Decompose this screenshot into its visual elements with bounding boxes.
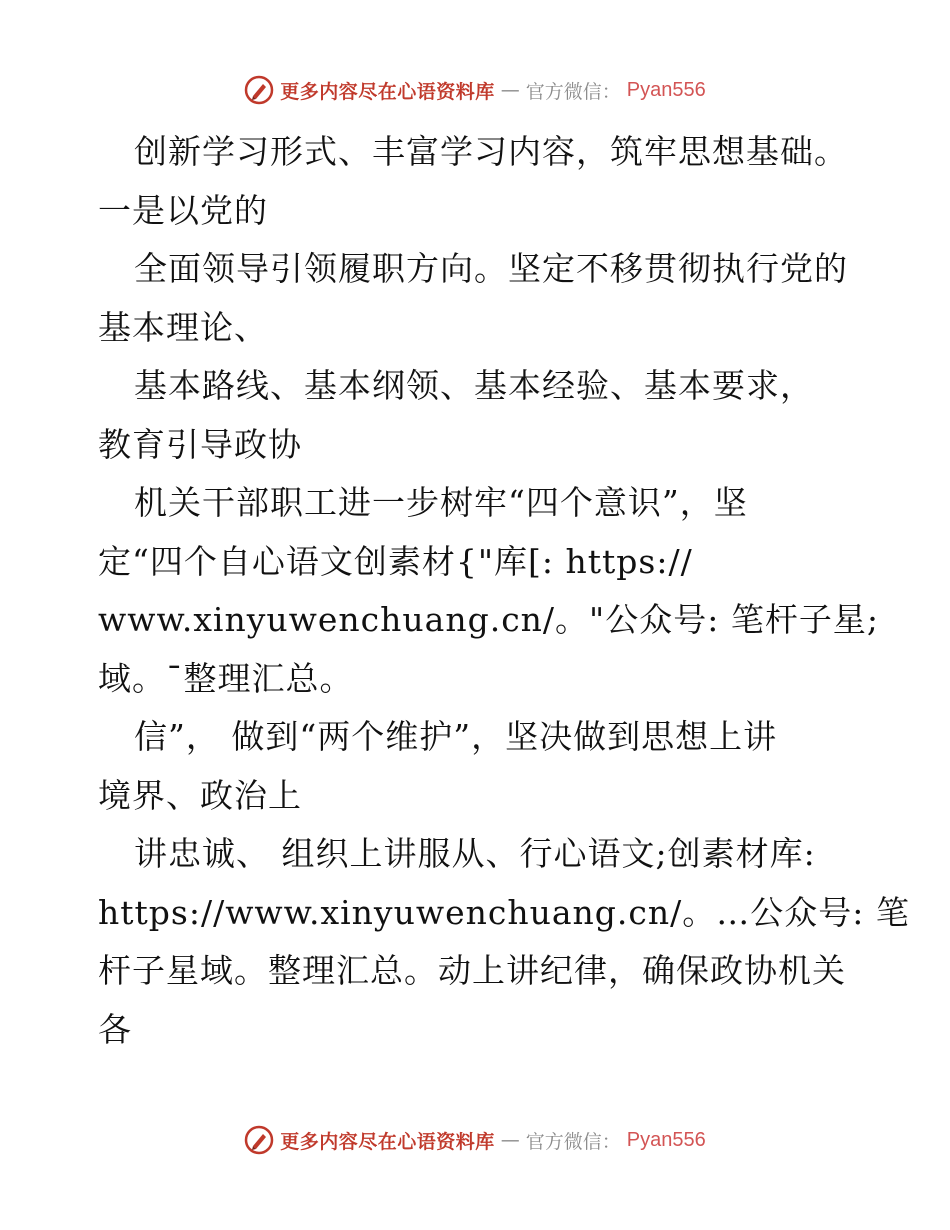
- text-line: 基本理论、: [98, 307, 268, 347]
- banner-wechat-id: Pyan556: [626, 1128, 706, 1151]
- text-line: www.xinyuwenchuang.cn/。"公众号: 笔杆子星;: [98, 600, 879, 639]
- text-line: 杆子星域。整理汇总。动上讲纪律，确保政协机关: [98, 951, 846, 990]
- document-body: [98, 123, 910, 1059]
- text-line: https://www.xinyuwenchuang.cn/。…公众号: 笔: [98, 892, 910, 932]
- text-line: 域。¯整理汇总。: [98, 658, 354, 698]
- text-line: 定“四个自心语文创素材{"库[: https://: [98, 541, 693, 581]
- pen-logo-icon: [244, 75, 274, 105]
- text-line: 创新学习形式、丰富学习内容，筑牢思想基础。: [134, 132, 848, 171]
- banner-content: [244, 75, 706, 105]
- text-line: 一是以党的: [98, 190, 268, 230]
- banner-separator: —: [500, 1129, 520, 1151]
- text-line: 各: [98, 1009, 132, 1049]
- text-line: 教育引导政协: [98, 424, 302, 464]
- text-line: 信”， 做到“两个维护”，坚决做到思想上讲: [134, 717, 778, 756]
- text-line: 机关干部职工进一步树牢“四个意识”，坚: [134, 483, 748, 522]
- header-banner: [0, 70, 950, 110]
- banner-text: 更多内容尽在心语资料库: [280, 80, 495, 103]
- banner-wechat-id: Pyan556: [626, 78, 706, 101]
- banner-wechat-label: 官方微信：: [525, 80, 621, 103]
- pen-logo-icon: [244, 1125, 274, 1155]
- banner-wechat-label: 官方微信：: [525, 1130, 621, 1153]
- footer-banner: [0, 1120, 950, 1160]
- banner-text: 更多内容尽在心语资料库: [280, 1130, 495, 1153]
- text-line: 讲忠诚、 组织上讲服从、行心语文;创素材库:: [134, 834, 816, 873]
- banner-content: [244, 1125, 706, 1155]
- text-line: 境界、政治上: [98, 775, 302, 815]
- banner-separator: —: [500, 79, 520, 101]
- text-line: 基本路线、基本纲领、基本经验、基本要求，: [134, 366, 814, 405]
- text-line: 全面领导引领履职方向。坚定不移贯彻执行党的: [134, 249, 848, 288]
